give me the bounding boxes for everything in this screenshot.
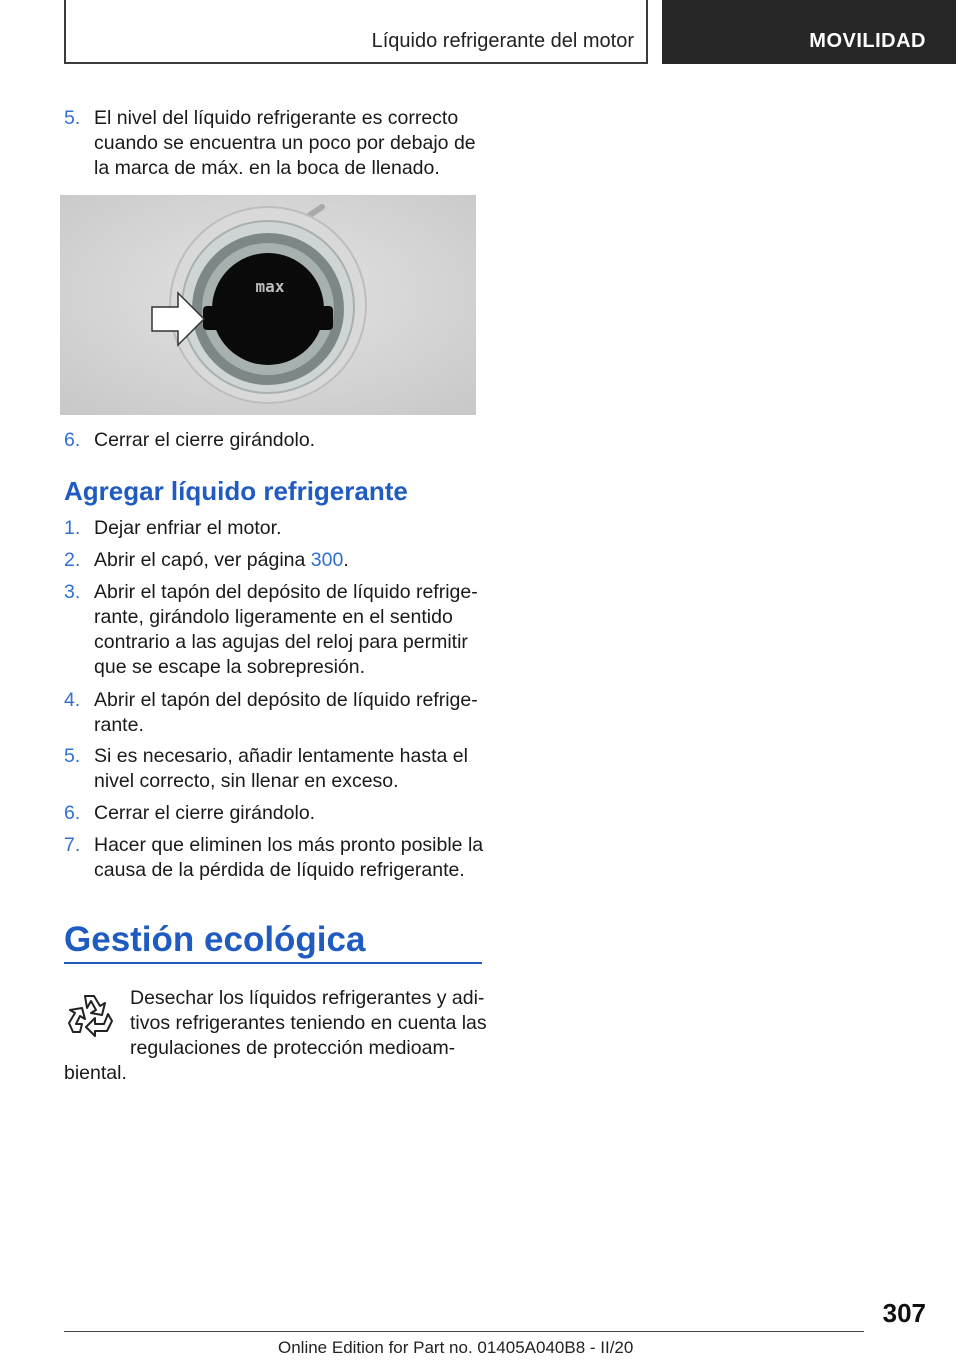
header-box [64, 0, 648, 64]
step-number: 5. [64, 745, 81, 767]
step-number: 7. [64, 834, 81, 856]
header-title: Líquido refrigerante del motor [371, 30, 634, 52]
step-number: 1. [64, 517, 81, 539]
eco-text-line: regulaciones de protección medioam- [130, 1037, 456, 1059]
eco-paragraph [64, 986, 487, 1086]
max-mark: max [255, 277, 285, 296]
step-text-part: . [343, 549, 349, 571]
step-text: Dejar enfriar el motor. [94, 517, 282, 539]
step-text [94, 548, 484, 573]
step-number: 6. [64, 429, 81, 451]
footer-edition: Online Edition for Part no. 01405A040B8 - II/20 [278, 1338, 634, 1357]
step-text: Cerrar el cierre girándolo. [94, 802, 316, 824]
step-text: Abrir el tapón del depósito de líquido refrige- rante. [94, 689, 478, 736]
step-number: 3. [64, 581, 81, 603]
step-text: Si es necesario, añadir lentamente hasta el nivel correcto, sin llenar en exceso. [94, 745, 468, 792]
eco-text-line: Desechar los líquidos refrigerantes y adi- [130, 987, 485, 1009]
step-text: Abrir el tapón del depósito de líquido refrige- rante, girándolo ligeramente en el sentido contrario a las agujas del reloj para permitir que se escape la sobrepresión. [94, 581, 478, 678]
step-number: 5. [64, 107, 81, 129]
eco-text-line: biental. [64, 1062, 127, 1084]
step-number: 6. [64, 802, 81, 824]
step-number: 2. [64, 549, 81, 571]
step-text-part: Abrir el capó, ver página [94, 549, 311, 571]
coolant-filler-photo [60, 195, 476, 415]
step-text: Cerrar el cierre girándolo. [94, 429, 316, 451]
eco-text-line: tivos refrigerantes teniendo en cuenta las [130, 1012, 487, 1034]
step-text: El nivel del líquido refrigerante es correcto cuando se encuentra un poco por debajo de la marca de máx. en la boca de llenado. [94, 107, 476, 179]
step-text: Hacer que eliminen los más pronto posible la causa de la pérdida de líquido refrigerante. [94, 834, 484, 881]
section-badge-label: MOVILIDAD [809, 30, 926, 52]
section-heading-eco: Gestión ecológica [64, 920, 366, 959]
page-number: 307 [882, 1298, 926, 1328]
section-badge [662, 0, 956, 64]
step-number: 4. [64, 689, 81, 711]
page-link[interactable]: 300 [310, 549, 344, 571]
heading-rule [64, 962, 482, 964]
section-heading-add-coolant: Agregar líquido refrigerante [64, 476, 408, 506]
footer-rule [64, 1331, 864, 1332]
